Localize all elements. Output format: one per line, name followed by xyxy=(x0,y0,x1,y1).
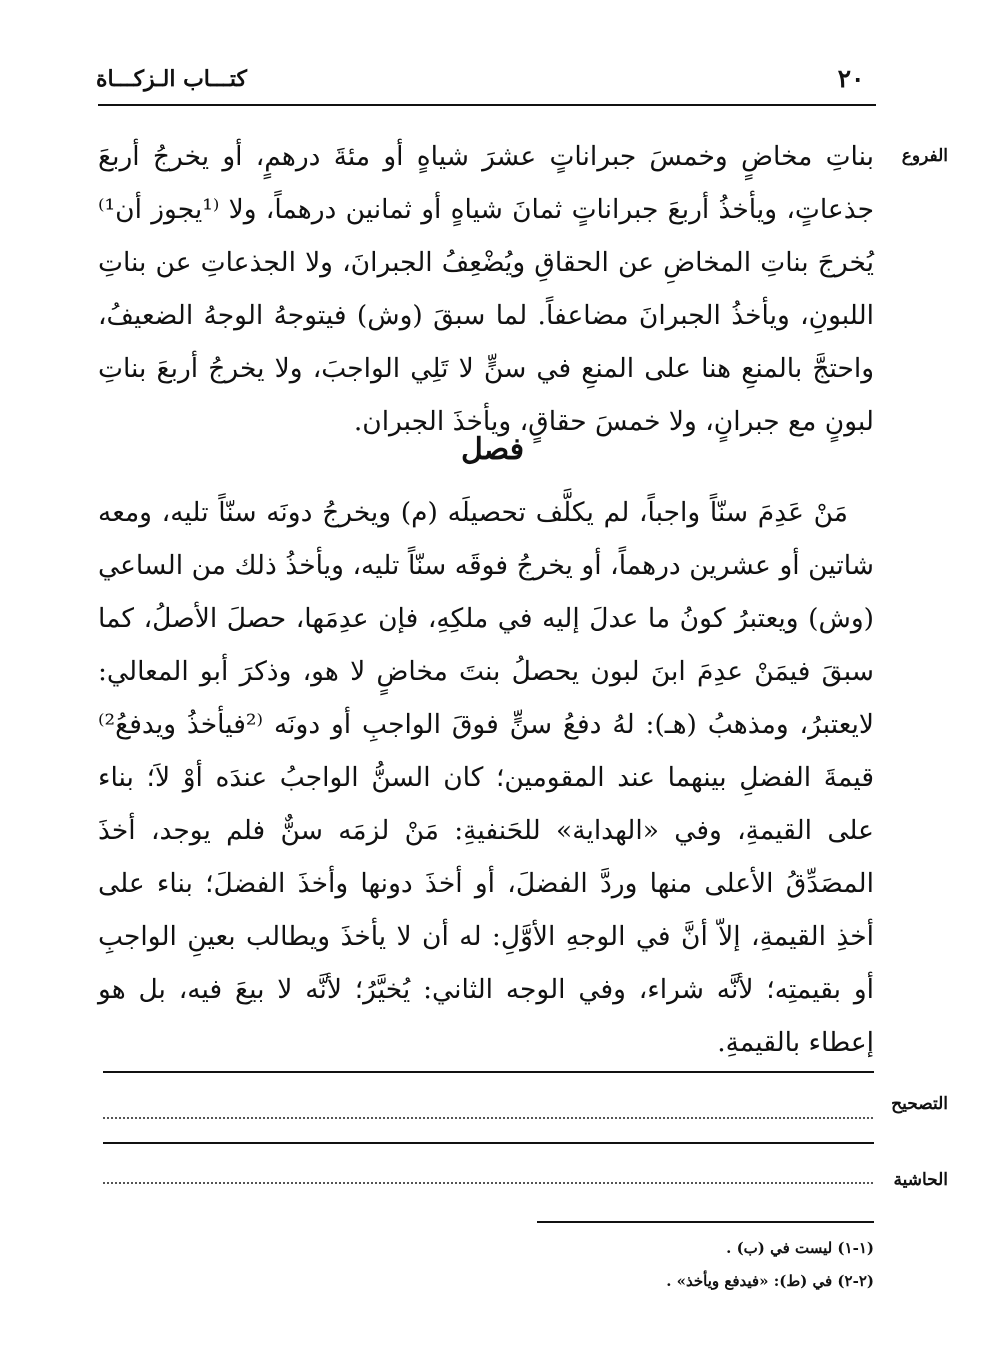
tashih-dotted-line xyxy=(103,1117,873,1119)
footnote-rule xyxy=(537,1221,874,1223)
margin-label-hashiya: الحاشية xyxy=(893,1170,948,1190)
footnote-1: (١-١) ليست في (ب) . xyxy=(726,1239,874,1257)
header-rule xyxy=(98,104,876,106)
paragraph-furu: بناتِ مخاضٍ وخمسَ جبراناتٍ عشرَ شياهٍ أو مئةَ درهمٍ، أو يخرجُ أربعَ جذعاتٍ، ويأخذُ أربعَ جبراناتٍ ثمانَ شياهٍ أو ثمانين درهماً، ولا ⁽¹يجوز أن¹⁾ يُخرجَ بناتِ المخاضِ عن الحقاقِ ويُضْعِفُ الجبرانَ، ولا الجذعاتِ عن بناتِ اللبونِ، ويأخذُ الجبرانَ مضاعفاً. لما سبقَ (وش) فيتوجهُ الوجهُ الضعيفُ، واحتجَّ بالمنعِ هنا على المنعِ في سنٍّ لا تَلِي الواجبَ، ولا يخرجُ أربعَ بناتِ لبونٍ مع جبرانٍ، ولا خمسَ حقاقٍ، ويأخذَ الجبران. xyxy=(98,141,875,437)
tashih-top-rule xyxy=(103,1071,874,1073)
page-number: ٢٠ xyxy=(837,64,865,93)
margin-label-furu: الفروع xyxy=(901,146,948,166)
section-heading: فصل xyxy=(460,432,525,467)
main-text-block-1 xyxy=(98,130,874,448)
main-text-block-2 xyxy=(98,486,874,1069)
hashiya-dotted-line xyxy=(103,1182,873,1184)
paragraph-fasl: مَنْ عَدِمَ سنّاً واجباً، لم يكلَّف تحصيلَه (م) ويخرجُ دونَه سنّاً تليه، ومعه شاتين أو عشرين درهماً، أو يخرجُ فوقَه سنّاً تليه، ويأخذُ ذلك من الساعي (وش) ويعتبرُ كونُ ما عدلَ إليه في ملكِهِ، فإن عدِمَها، حصلَ الأصلُ، كما سبقَ فيمَنْ عدِمَ ابنَ لبون يحصلُ بنتَ مخاضٍ لا هو، وذكرَ أبو المعالي: لايعتبرُ، ومذهبُ (هـ): لهُ دفعُ سنٍّ فوقَ الواجبِ أو دونَه ⁽²فيأخذُ ويدفعُ²⁾ قيمةَ الفضلِ بينهما عند المقومين؛ كان السنُّ الواجبُ عندَه أوْ لاَ؛ بناء على القيمةِ، وفي «الهداية» للحَنفيةِ: مَنْ لزمَه سنٌّ فلم يوجد، أخذَ المصَدِّقُ الأعلى منها وردَّ الفضلَ، أو أخذَ دونها وأخذَ الفضلَ؛ بناء على أخذِ القيمةِ، إلاّ أنَّ في الوجهِ الأوَّلِ: له أن لا يأخذَ ويطالب بعينِ الواجبِ أو بقيمتِه؛ لأنَّه شراء، وفي الوجه الثاني: يُخيَّرُ؛ لأنَّه لا بيعَ فيه، بل هو إعطاء بالقيمةِ. xyxy=(98,497,874,1058)
footnote-2: (٢-٢) في (ط): «فيدفع ويأخذ» . xyxy=(666,1272,874,1290)
margin-label-tashih: التصحيح xyxy=(891,1094,948,1114)
hashiya-top-rule xyxy=(103,1142,874,1144)
running-header-title: كتـــاب الـزكـــاة xyxy=(96,66,247,92)
